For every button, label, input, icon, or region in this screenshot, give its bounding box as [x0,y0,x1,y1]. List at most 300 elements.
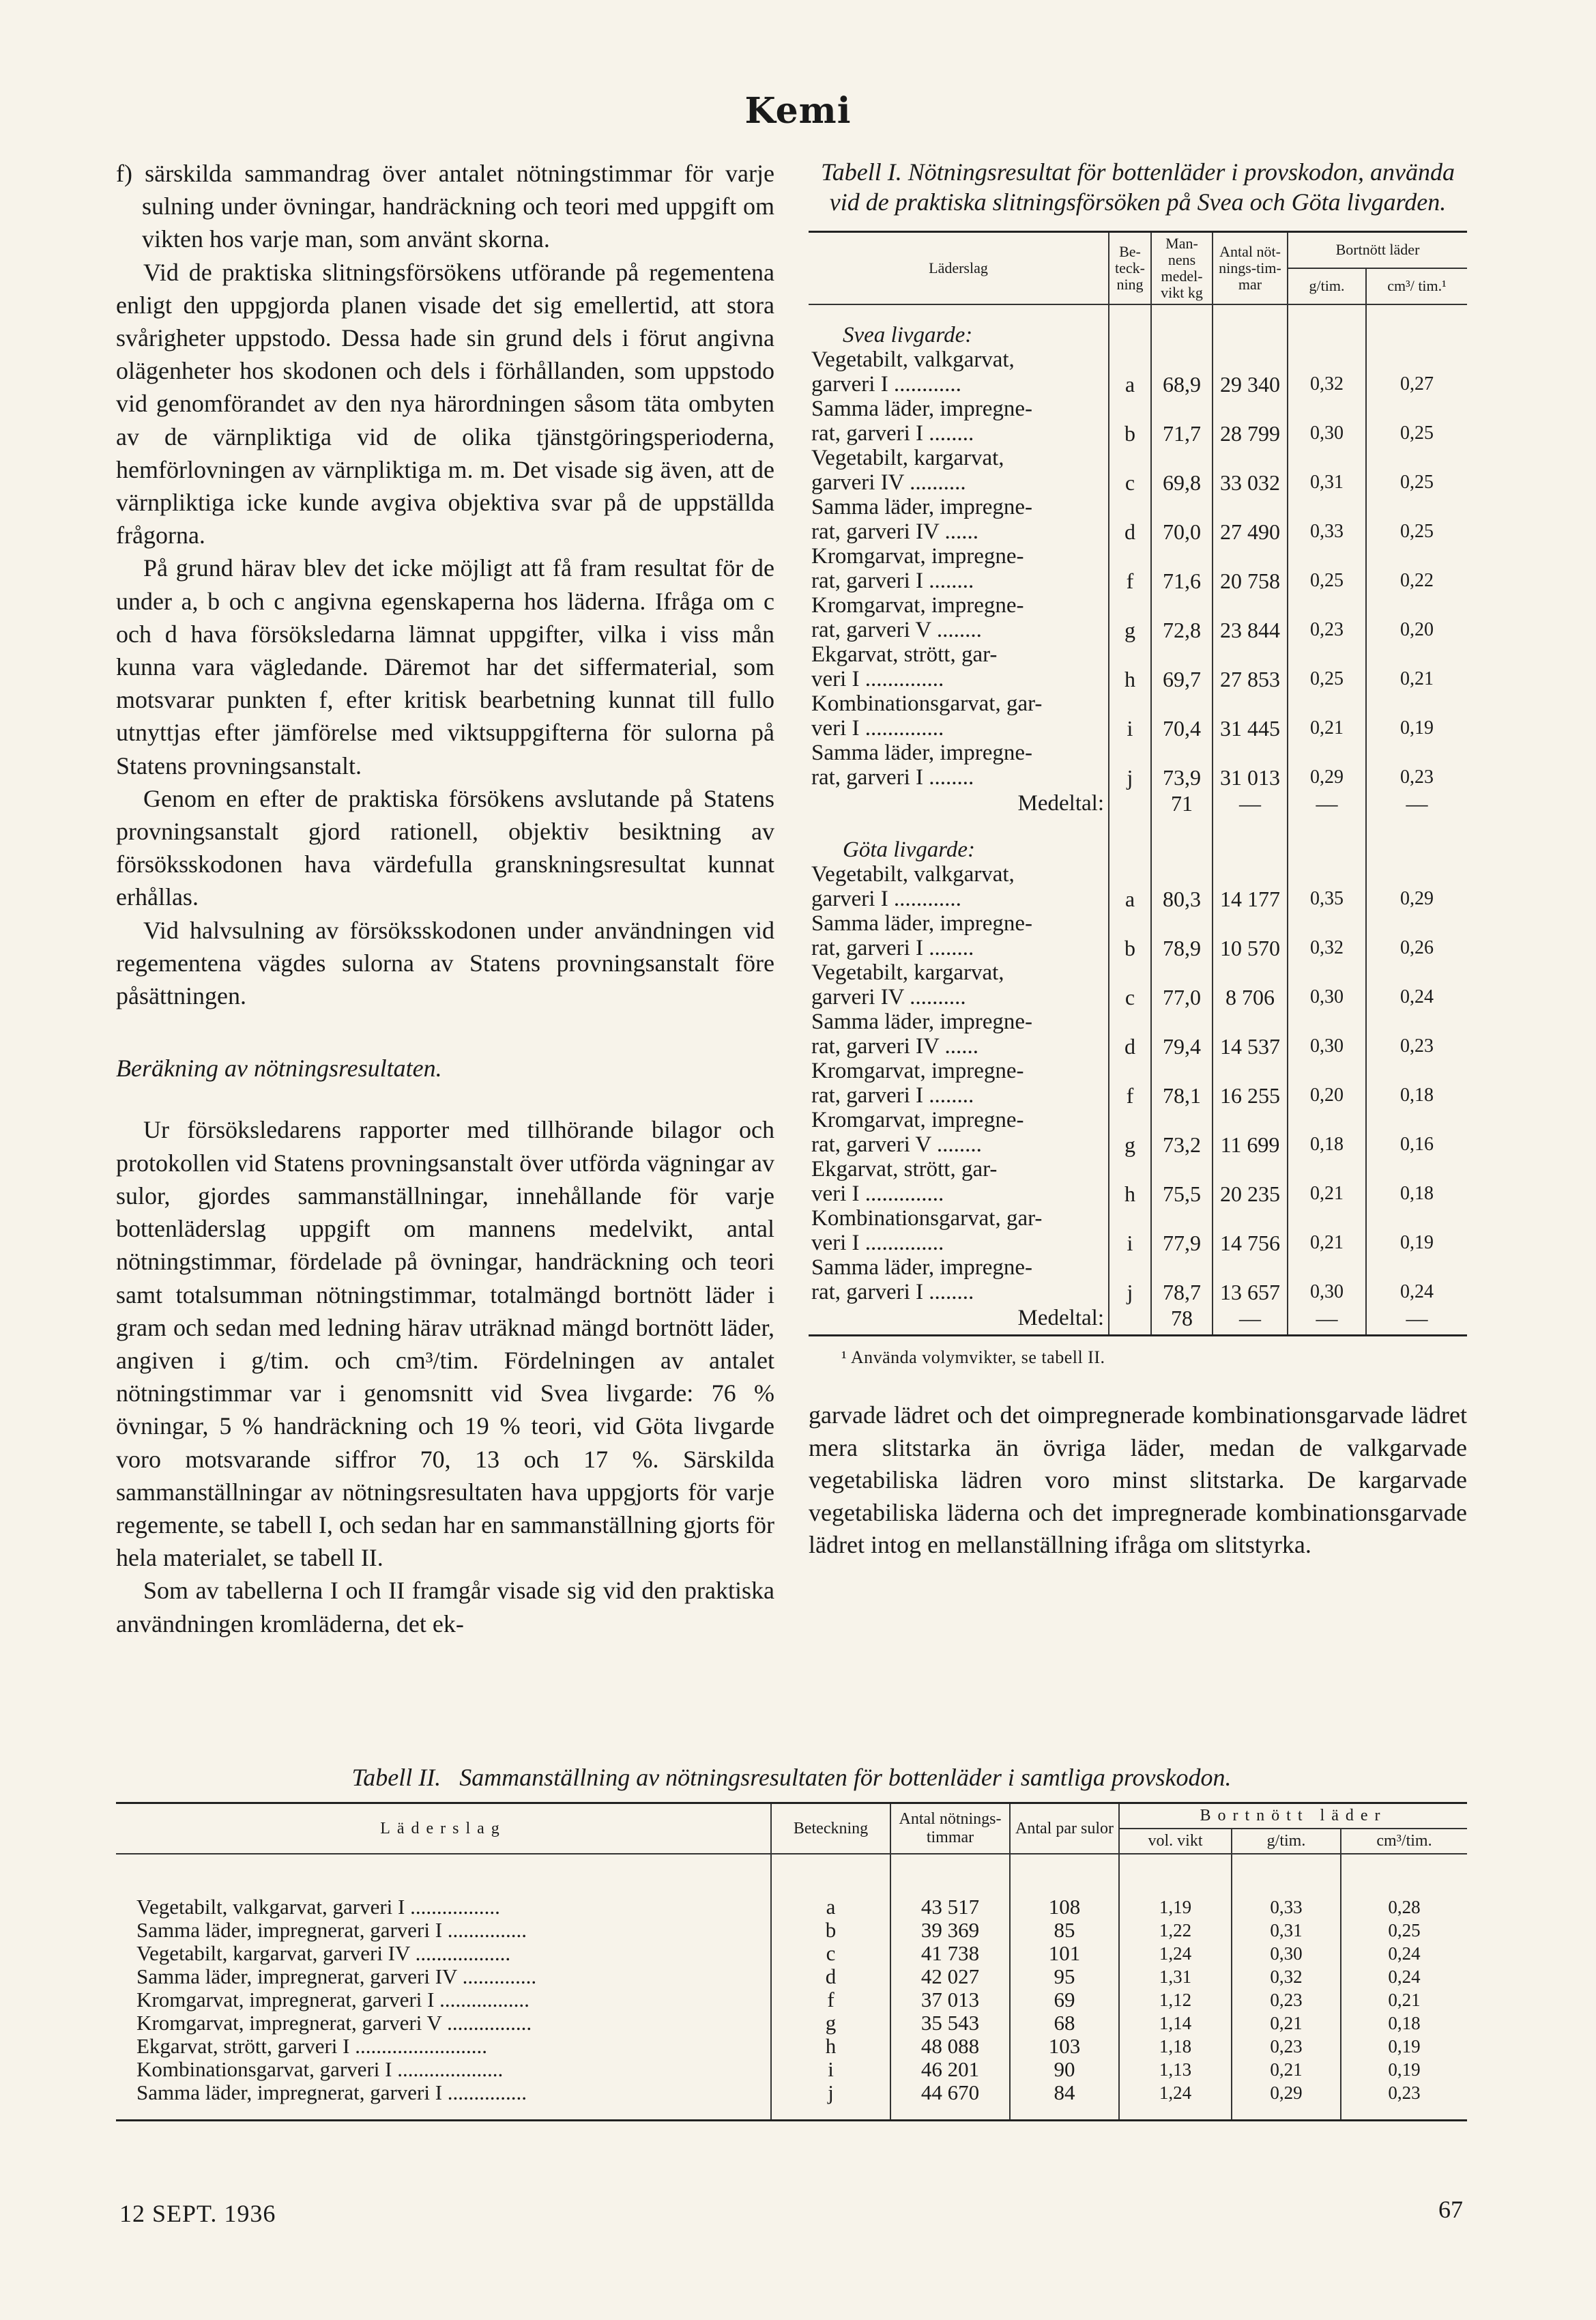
medelvikt-cell: 80,3 [1151,887,1213,911]
beteckning-cell: h [1109,667,1151,691]
table-row [809,347,1467,372]
g-tim-cell: 0,30 [1232,1942,1341,1965]
table-row [809,544,1467,569]
t2-header-bortnott: Bortnött läder [1119,1804,1467,1829]
table1 [809,233,1467,1334]
lader-name-line1: Kromgarvat, impregne- [809,593,1109,618]
lader-name: Vegetabilt, valkgarvat, garveri I ................. [116,1854,771,1919]
empty-cell [1109,593,1151,618]
medelvikt-cell: 70,0 [1151,519,1213,544]
cm3-tim-cell: 0,25 [1400,521,1434,542]
beteckning-cell: i [771,2058,890,2081]
cm3-tim-cell: 0,25 [1388,1920,1421,1941]
empty-cell [1151,1157,1213,1182]
empty-cell [1366,544,1467,569]
beteckning-cell: g [1109,618,1151,642]
empty-cell [1288,593,1366,618]
timmar-cell: 27 853 [1213,667,1288,691]
empty-cell [1151,691,1213,716]
g-tim-cell: 0,21 [1288,716,1366,741]
cm3-tim-cell: 0,26 [1400,937,1434,958]
beteckning-cell: i [1109,1231,1151,1255]
medelvikt-cell: 77,9 [1151,1231,1213,1255]
table1-body [809,304,1467,1334]
g-tim-cell: 0,32 [1288,936,1366,960]
empty-cell [1288,347,1366,372]
header-laderslag: Läderslag [809,233,1109,304]
paragraph: Vid halvsulning av försöksskodonen under användningen vid regementena vägdes sulorna av Statens provningsanstalt före påsättningen. [116,916,774,1010]
table2 [116,1804,1467,2119]
g-tim-cell: 0,29 [1288,765,1366,790]
empty-cell [1366,960,1467,985]
par-cell: 69 [1010,1988,1119,2011]
table-row [116,2011,1467,2035]
vol-vikt-cell: 1,24 [1119,2081,1232,2119]
empty-cell [1366,911,1467,936]
lader-name-line2: veri I .............. [809,667,1109,691]
empty-cell [1213,495,1288,519]
table-row [809,1059,1467,1083]
timmar-cell: 14 177 [1213,887,1288,911]
lader-name-line2: rat, garveri I ........ [809,1280,1109,1304]
table-row [809,470,1467,495]
table1-caption [809,157,1467,217]
cm3-tim-cell: 0,23 [1400,1035,1434,1057]
timmar-cell: 20 235 [1213,1182,1288,1206]
table-row [809,667,1467,691]
par-cell: 108 [1010,1854,1119,1919]
empty-cell [1213,593,1288,618]
lader-name-line2: rat, garveri IV ...... [809,519,1109,544]
timmar-cell: 16 255 [1213,1083,1288,1108]
table-row [809,1182,1467,1206]
empty-cell [1213,911,1288,936]
g-tim-cell: 0,32 [1232,1965,1341,1988]
empty-cell [1109,1108,1151,1132]
table1-caption-text: Nötningsresultat för bottenläder i provskodon, använda vid de praktiska slitningsförsöken på Svea och Göta livgarden. [829,158,1455,216]
empty-cell [1366,1255,1467,1280]
empty-cell [1288,1108,1366,1132]
mean-label: Medeltal: [809,1304,1109,1334]
mean-vikt: 71 [1151,790,1213,820]
timmar-cell: 42 027 [890,1965,1010,1988]
vol-vikt-cell: 1,18 [1119,2035,1232,2058]
cm3-tim-cell: 0,16 [1400,1134,1434,1155]
beteckning-cell: d [1109,1034,1151,1059]
table-row [809,862,1467,887]
cm3-tim-cell: 0,19 [1388,2036,1421,2057]
medelvikt-cell: 69,8 [1151,470,1213,495]
table1-group-row [809,304,1467,347]
medelvikt-cell: 78,9 [1151,936,1213,960]
g-tim-cell: 0,21 [1288,1231,1366,1255]
medelvikt-cell: 77,0 [1151,985,1213,1009]
beteckning-cell: b [1109,421,1151,446]
table-row [116,1965,1467,1988]
table1-footnote: ¹ Använda volymvikter, se tabell II. [841,1347,1105,1367]
lader-name-line2: garveri I ............ [809,372,1109,397]
mean-vikt: 78 [1151,1304,1213,1334]
lader-name-line1: Vegetabilt, valkgarvat, [809,347,1109,372]
table-row [809,1034,1467,1059]
empty-cell [1288,495,1366,519]
t2-header-cm3-tim: cm³/tim. [1341,1829,1467,1854]
table-row [116,1854,1467,1919]
table2-caption-text: Sammanställning av nötningsresultaten för bottenläder i samtliga provskodon. [459,1764,1232,1791]
header-antal-timmar: Antal nöt-nings-tim-mar [1213,233,1288,304]
medelvikt-cell: 71,7 [1151,421,1213,446]
empty-cell [1109,741,1151,765]
empty-cell [1288,1009,1366,1034]
timmar-cell: 11 699 [1213,1132,1288,1157]
vol-vikt-cell: 1,22 [1119,1919,1232,1942]
lader-name-line2: rat, garveri I ........ [809,936,1109,960]
empty-cell [1366,397,1467,421]
par-cell: 103 [1010,2035,1119,2058]
table-row [116,2058,1467,2081]
table-row [116,1988,1467,2011]
cm3-tim-cell: 0,20 [1400,619,1434,640]
vol-vikt-cell: 1,31 [1119,1965,1232,1988]
empty-cell [1109,1206,1151,1231]
lader-name-line1: Ekgarvat, strött, gar- [809,642,1109,667]
empty-cell [1288,820,1366,862]
table-row [116,1919,1467,1942]
empty-cell [1151,304,1213,347]
vol-vikt-cell: 1,14 [1119,2011,1232,2035]
empty-cell [1109,495,1151,519]
cm3-tim-cell: 0,19 [1388,2059,1421,2080]
group-label: Göta livgarde: [809,820,1109,862]
beteckning-cell: f [1109,1083,1151,1108]
mean-g: — [1288,790,1366,820]
lader-name: Vegetabilt, kargarvat, garveri IV .................. [116,1942,771,1965]
empty-cell [1151,397,1213,421]
beteckning-cell: h [771,2035,890,2058]
cm3-tim-cell: 0,24 [1388,1943,1421,1964]
cm3-tim-cell: 0,23 [1400,767,1434,788]
table-row [809,618,1467,642]
lader-name-line1: Ekgarvat, strött, gar- [809,1157,1109,1182]
timmar-cell: 10 570 [1213,936,1288,960]
par-cell: 68 [1010,2011,1119,2035]
beteckning-cell: i [1109,716,1151,741]
medelvikt-cell: 79,4 [1151,1034,1213,1059]
g-tim-cell: 0,21 [1232,2011,1341,2035]
timmar-cell: 44 670 [890,2081,1010,2119]
g-tim-cell: 0,30 [1288,421,1366,446]
empty-cell [1213,544,1288,569]
paragraph: Vid de praktiska slitningsförsökens utförande på regementena enligt den uppgjorda planen visade det sig emellertid, att stora svårigheter uppstodo. Dessa hade sin grund dels i förut angivna olägenheter hos skodonen och dels i förhållanden, som uppstodo vid genomförandet av den nya härordningen såsom täta ombyten av de värnpliktiga vid de olika tjänstgöringsperioderna, hemförlovningen av värnpliktiga m. m. Det visade sig även, att de värnpliktiga icke kunde avgiva objektiva svar på de uppställda frågorna. [116,258,774,549]
empty-cell [1151,741,1213,765]
cm3-tim-cell: 0,21 [1388,1990,1421,2010]
cm3-tim-cell: 0,18 [1388,2013,1421,2033]
empty-cell [1151,1255,1213,1280]
empty-cell [1213,862,1288,887]
beteckning-cell: f [771,1988,890,2011]
beteckning-cell: b [1109,936,1151,960]
empty-cell [1109,304,1151,347]
empty-cell [1151,1059,1213,1083]
g-tim-cell: 0,23 [1232,1988,1341,2011]
timmar-cell: 43 517 [890,1854,1010,1919]
empty-cell [1213,347,1288,372]
t2-header-g-tim: g/tim. [1232,1829,1341,1854]
g-tim-cell: 0,20 [1288,1083,1366,1108]
table-row [809,519,1467,544]
cm3-tim-cell: 0,19 [1400,717,1434,739]
lader-name: Samma läder, impregnerat, garveri I ............... [116,2081,771,2119]
empty-cell [1288,960,1366,985]
right-column-text [809,1399,1467,1562]
table-row [809,985,1467,1009]
page-number: 67 [1438,2196,1463,2223]
table-row [809,1206,1467,1231]
table-row [809,1132,1467,1157]
timmar-cell: 13 657 [1213,1280,1288,1304]
beteckning-cell: c [1109,470,1151,495]
empty-cell [1213,691,1288,716]
timmar-cell: 8 706 [1213,985,1288,1009]
empty-cell [1213,397,1288,421]
empty-cell [1366,642,1467,667]
empty-cell [1213,1157,1288,1182]
table-row [809,446,1467,470]
empty-cell [1109,642,1151,667]
medelvikt-cell: 68,9 [1151,372,1213,397]
table-row [116,1942,1467,1965]
lader-name-line2: rat, garveri I ........ [809,765,1109,790]
lader-name: Kromgarvat, impregnerat, garveri V ................ [116,2011,771,2035]
table-row [809,936,1467,960]
table-row [809,911,1467,936]
par-cell: 84 [1010,2081,1119,2119]
table-row [809,716,1467,741]
empty-cell [1288,446,1366,470]
table-row [809,372,1467,397]
beteckning-cell: j [771,2081,890,2119]
lader-name-line1: Vegetabilt, valkgarvat, [809,862,1109,887]
lader-name-line1: Samma läder, impregne- [809,397,1109,421]
mean-tim: — [1213,790,1288,820]
vol-vikt-cell: 1,13 [1119,2058,1232,2081]
empty-cell [1213,446,1288,470]
empty-cell [1213,1206,1288,1231]
table-row [809,1157,1467,1182]
table-row [809,691,1467,716]
table-row [809,1231,1467,1255]
mean-g: — [1288,1304,1366,1334]
empty-cell [1366,691,1467,716]
lader-name-line2: garveri IV .......... [809,985,1109,1009]
lader-name-line1: Vegetabilt, kargarvat, [809,960,1109,985]
table-row [809,642,1467,667]
g-tim-cell: 0,18 [1288,1132,1366,1157]
empty-cell [1288,862,1366,887]
timmar-cell: 33 032 [1213,470,1288,495]
t2-header-antal-timmar: Antal nötnings-timmar [890,1804,1010,1854]
medelvikt-cell: 73,2 [1151,1132,1213,1157]
empty-cell [1109,446,1151,470]
lader-name-line1: Samma läder, impregne- [809,1009,1109,1034]
lader-name-line1: Kromgarvat, impregne- [809,1108,1109,1132]
right-column [809,157,1467,1562]
medelvikt-cell: 69,7 [1151,667,1213,691]
timmar-cell: 37 013 [890,1988,1010,2011]
empty-cell [1151,446,1213,470]
lader-name: Samma läder, impregnerat, garveri I ............... [116,1919,771,1942]
cm3-tim-cell: 0,24 [1400,1281,1434,1302]
table-row [809,887,1467,911]
timmar-cell: 23 844 [1213,618,1288,642]
footer-date: 12 SEPT. 1936 [119,2200,276,2227]
empty-cell [1213,1108,1288,1132]
empty-cell [1288,304,1366,347]
header-bortnott-lader: Bortnött läder [1288,233,1467,268]
empty-cell [1109,911,1151,936]
g-tim-cell: 0,21 [1288,1182,1366,1206]
empty-cell [1366,1108,1467,1132]
cm3-tim-cell: 0,22 [1400,570,1434,591]
table1-frame [809,231,1467,1336]
beteckning-cell: d [1109,519,1151,544]
timmar-cell: 31 013 [1213,765,1288,790]
left-column [116,157,774,1640]
lader-name-line2: rat, garveri V ........ [809,618,1109,642]
g-tim-cell: 0,31 [1288,470,1366,495]
lader-name-line2: veri I .............. [809,1231,1109,1255]
empty-cell [1151,1206,1213,1231]
table-row [809,1083,1467,1108]
medelvikt-cell: 72,8 [1151,618,1213,642]
table-row [116,2035,1467,2058]
timmar-cell: 20 758 [1213,569,1288,593]
timmar-cell: 28 799 [1213,421,1288,446]
beteckning-cell: a [1109,372,1151,397]
empty-cell [1109,1009,1151,1034]
empty-cell [1366,495,1467,519]
empty-cell [1288,1206,1366,1231]
lader-name-line2: rat, garveri I ........ [809,1083,1109,1108]
empty-cell [1213,1009,1288,1034]
table-row [809,593,1467,618]
g-tim-cell: 0,31 [1232,1919,1341,1942]
empty-cell [1151,593,1213,618]
empty-cell [1366,1009,1467,1034]
beteckning-cell: g [771,2011,890,2035]
table-row [809,741,1467,765]
vol-vikt-cell: 1,19 [1119,1854,1232,1919]
empty-cell [1151,544,1213,569]
timmar-cell: 48 088 [890,2035,1010,2058]
lader-name: Kromgarvat, impregnerat, garveri I ................. [116,1988,771,2011]
empty-cell [1151,642,1213,667]
lader-name: Ekgarvat, strött, garveri I ......................... [116,2035,771,2058]
empty-cell [1213,960,1288,985]
empty-cell [1288,1255,1366,1280]
t2-header-beteckning: Beteckning [771,1804,890,1854]
g-tim-cell: 0,30 [1288,1280,1366,1304]
empty-cell [1288,642,1366,667]
par-cell: 95 [1010,1965,1119,1988]
lader-name: Samma läder, impregnerat, garveri IV .............. [116,1965,771,1988]
table2-frame [116,1802,1467,2121]
table-row [809,1009,1467,1034]
section-heading: Beräkning av nötningsresultaten. [116,1055,442,1083]
header-mannens-medelvikt: Man-nens medel-vikt kg [1151,233,1213,304]
empty-cell [1288,1059,1366,1083]
empty-cell [1366,593,1467,618]
t2-header-antal-par: Antal par sulor [1010,1804,1119,1854]
table-row [809,421,1467,446]
g-tim-cell: 0,30 [1288,1034,1366,1059]
lader-name-line2: rat, garveri IV ...... [809,1034,1109,1059]
g-tim-cell: 0,25 [1288,569,1366,593]
paragraph: På grund härav blev det icke möjligt att få fram resultat för de under a, b och c angivna egenskaperna hos läderna. Ifråga om c och d hava försöksledarna lämnat uppgifter, vilka i viss mån kunna vara vägledande. Däremot har det siffermaterial, som motsvarar punkten f, efter kritisk bearbetning kunnat till fullo utnyttjas efter jämförelse med viktsuppgifterna för sulorna på Statens provningsanstalt. [116,554,774,779]
header-cm3-tim: cm³/ tim.¹ [1366,268,1467,304]
beteckning-cell: a [771,1854,890,1919]
beteckning-cell: j [1109,1280,1151,1304]
table-row [809,397,1467,421]
empty-cell [1109,1304,1151,1334]
cm3-tim-cell: 0,25 [1400,472,1434,493]
empty-cell [1213,820,1288,862]
mean-tim: — [1213,1304,1288,1334]
cm3-tim-cell: 0,28 [1388,1897,1421,1917]
cm3-tim-cell: 0,24 [1400,986,1434,1007]
beteckning-cell: c [1109,985,1151,1009]
cm3-tim-cell: 0,25 [1400,423,1434,444]
empty-cell [1151,862,1213,887]
table-row [809,1108,1467,1132]
g-tim-cell: 0,29 [1232,2081,1341,2119]
paragraph: garvade lädret och det oimpregnerade kombinationsgarvade lädret mera slitstarka än övriga läder, medan de valkgarvade vegetabiliska lädren voro minst slitstarka. De kargarvade vegetabiliska läderna och det impregnerade kombinationsgarvade lädret intog en mellanställning ifråga om slitstyrka. [809,1401,1467,1558]
cm3-tim-cell: 0,21 [1400,668,1434,689]
table-row [809,1255,1467,1280]
vol-vikt-cell: 1,24 [1119,1942,1232,1965]
empty-cell [1288,741,1366,765]
mean-cm: — [1406,1306,1428,1330]
cm3-tim-cell: 0,24 [1388,1966,1421,1987]
medelvikt-cell: 70,4 [1151,716,1213,741]
g-tim-cell: 0,23 [1232,2035,1341,2058]
cm3-tim-cell: 0,18 [1400,1085,1434,1106]
table1-caption-label: Tabell I. [821,158,902,186]
lader-name-line1: Kombinationsgarvat, gar- [809,1206,1109,1231]
lader-name-line1: Samma läder, impregne- [809,911,1109,936]
g-tim-cell: 0,32 [1288,372,1366,397]
lader-name-line2: veri I .............. [809,1182,1109,1206]
g-tim-cell: 0,33 [1288,519,1366,544]
empty-cell [1288,911,1366,936]
lader-name-line1: Samma läder, impregne- [809,741,1109,765]
paragraph: Genom en efter de praktiska försökens avslutande på Statens provningsanstalt gjord rationell, objektiv besiktning av försöksskodonen hava värdefulla granskningsresultat kunnat erhållas. [116,784,774,911]
t2-header-laderslag: Läderslag [116,1804,771,1854]
g-tim-cell: 0,21 [1232,2058,1341,2081]
table-row [809,1280,1467,1304]
medelvikt-cell: 71,6 [1151,569,1213,593]
lader-name-line1: Vegetabilt, kargarvat, [809,446,1109,470]
timmar-cell: 27 490 [1213,519,1288,544]
g-tim-cell: 0,33 [1232,1854,1341,1919]
lader-name-line2: garveri IV .......... [809,470,1109,495]
lader-name-line1: Samma läder, impregne- [809,495,1109,519]
empty-cell [1288,544,1366,569]
lader-name-line1: Kombinationsgarvat, gar- [809,691,1109,716]
timmar-cell: 35 543 [890,2011,1010,2035]
vol-vikt-cell: 1,12 [1119,1988,1232,2011]
beteckning-cell: j [1109,765,1151,790]
